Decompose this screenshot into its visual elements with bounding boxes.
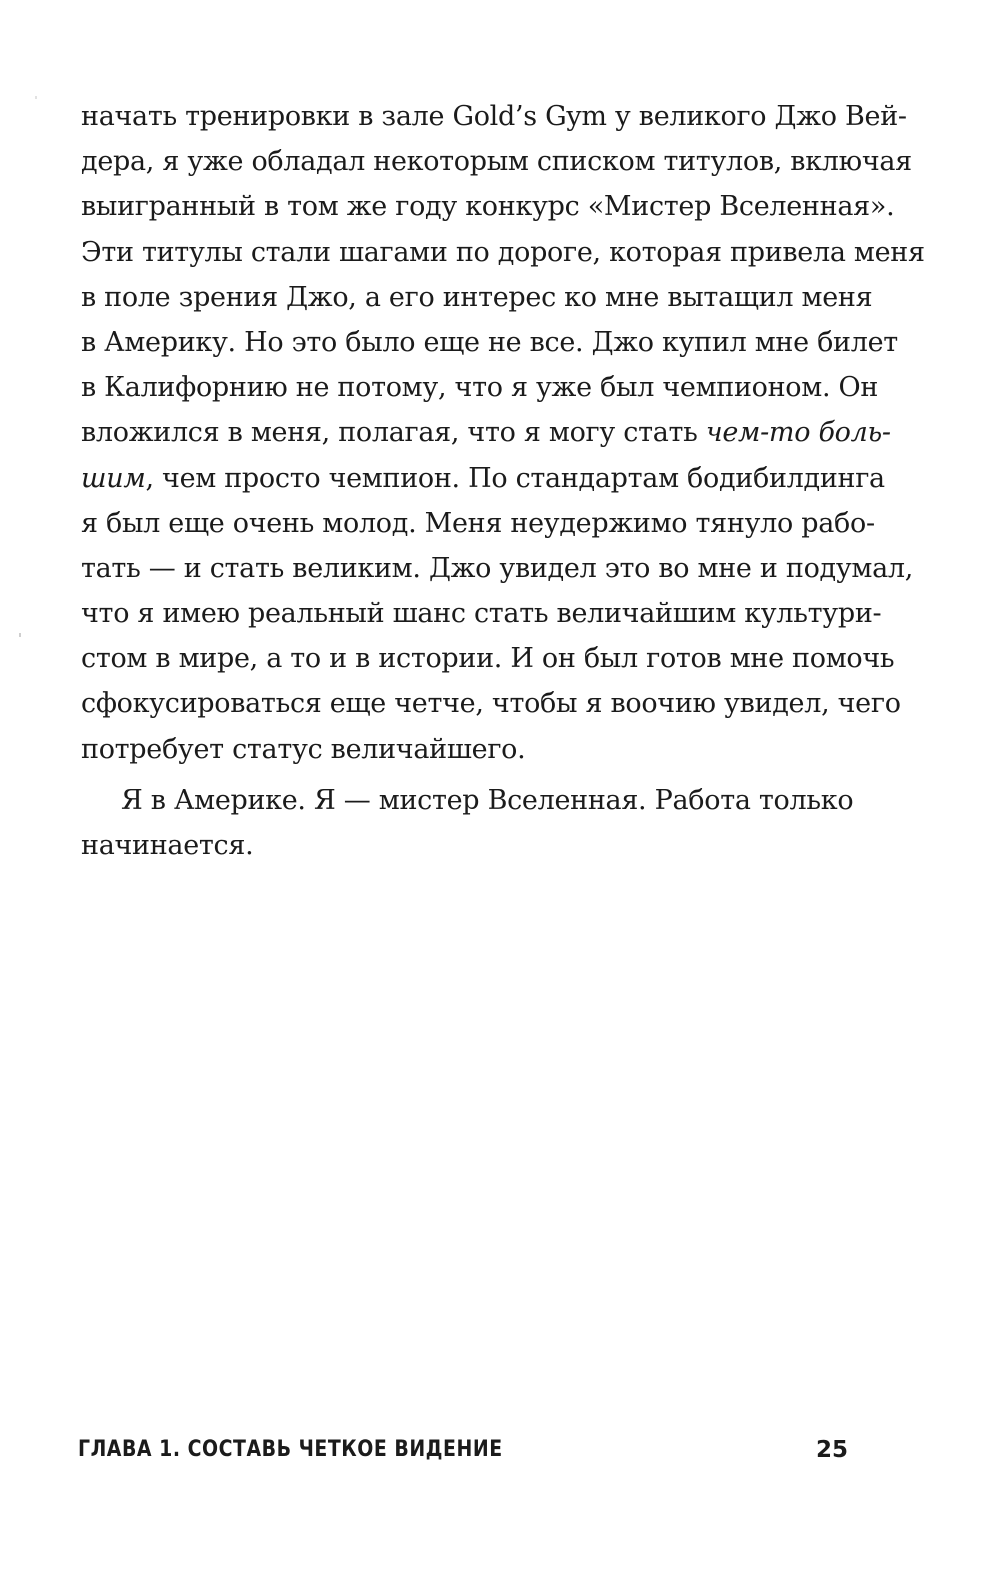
italic-phrase: чем-то боль- xyxy=(705,417,891,449)
margin-speck xyxy=(35,96,37,99)
text-line: в поле зрения Джо, а его интерес ко мне вытащил меня xyxy=(81,281,873,313)
text-line: дера, я уже обладал некоторым списком титулов, включая xyxy=(81,146,912,178)
italic-phrase-end: шим xyxy=(81,462,146,494)
margin-speck xyxy=(19,633,21,637)
text-line: стом в мире, а то и в истории. И он был готов мне помочь xyxy=(81,643,895,675)
text-line: сфокусироваться еще четче, чтобы я воочию увидел, чего xyxy=(81,688,901,720)
text-line: начинается. xyxy=(81,830,254,861)
text-line xyxy=(81,456,885,501)
text-line: в Калифорнию не потому, что я уже был чемпионом. Он xyxy=(81,372,879,404)
text-segment: , чем просто чемпион. По стандартам бодибилдинга xyxy=(145,462,885,494)
text-line xyxy=(81,410,891,455)
text-line: Эти титулы стали шагами по дороге, которая привела меня xyxy=(81,236,925,268)
text-line: Я в Америке. Я — мистер Вселенная. Работа только xyxy=(121,784,854,816)
body-text xyxy=(81,94,925,868)
text-line: начать тренировки в зале Gold’s Gym у великого Джо Вей- xyxy=(81,101,907,132)
text-segment: вложился в меня, полагая, что я могу стать xyxy=(81,417,706,449)
text-line: выигранный в том же году конкурс «Мистер Вселенная». xyxy=(81,191,895,223)
page-footer xyxy=(78,1437,848,1477)
text-line: что я имею реальный шанс стать величайшим культури- xyxy=(81,598,882,630)
page-number: 25 xyxy=(815,1437,848,1463)
text-line: потребует статус величайшего. xyxy=(81,733,526,765)
text-line: тать — и стать великим. Джо увидел это во мне и подумал, xyxy=(81,552,914,584)
running-head: ГЛАВА 1. СОСТАВЬ ЧЕТКОЕ ВИДЕНИЕ xyxy=(78,1437,503,1462)
text-line: я был еще очень молод. Меня неудержимо тянуло рабо- xyxy=(81,507,875,539)
text-line: в Америку. Но это было еще не все. Джо купил мне билет xyxy=(81,326,898,358)
